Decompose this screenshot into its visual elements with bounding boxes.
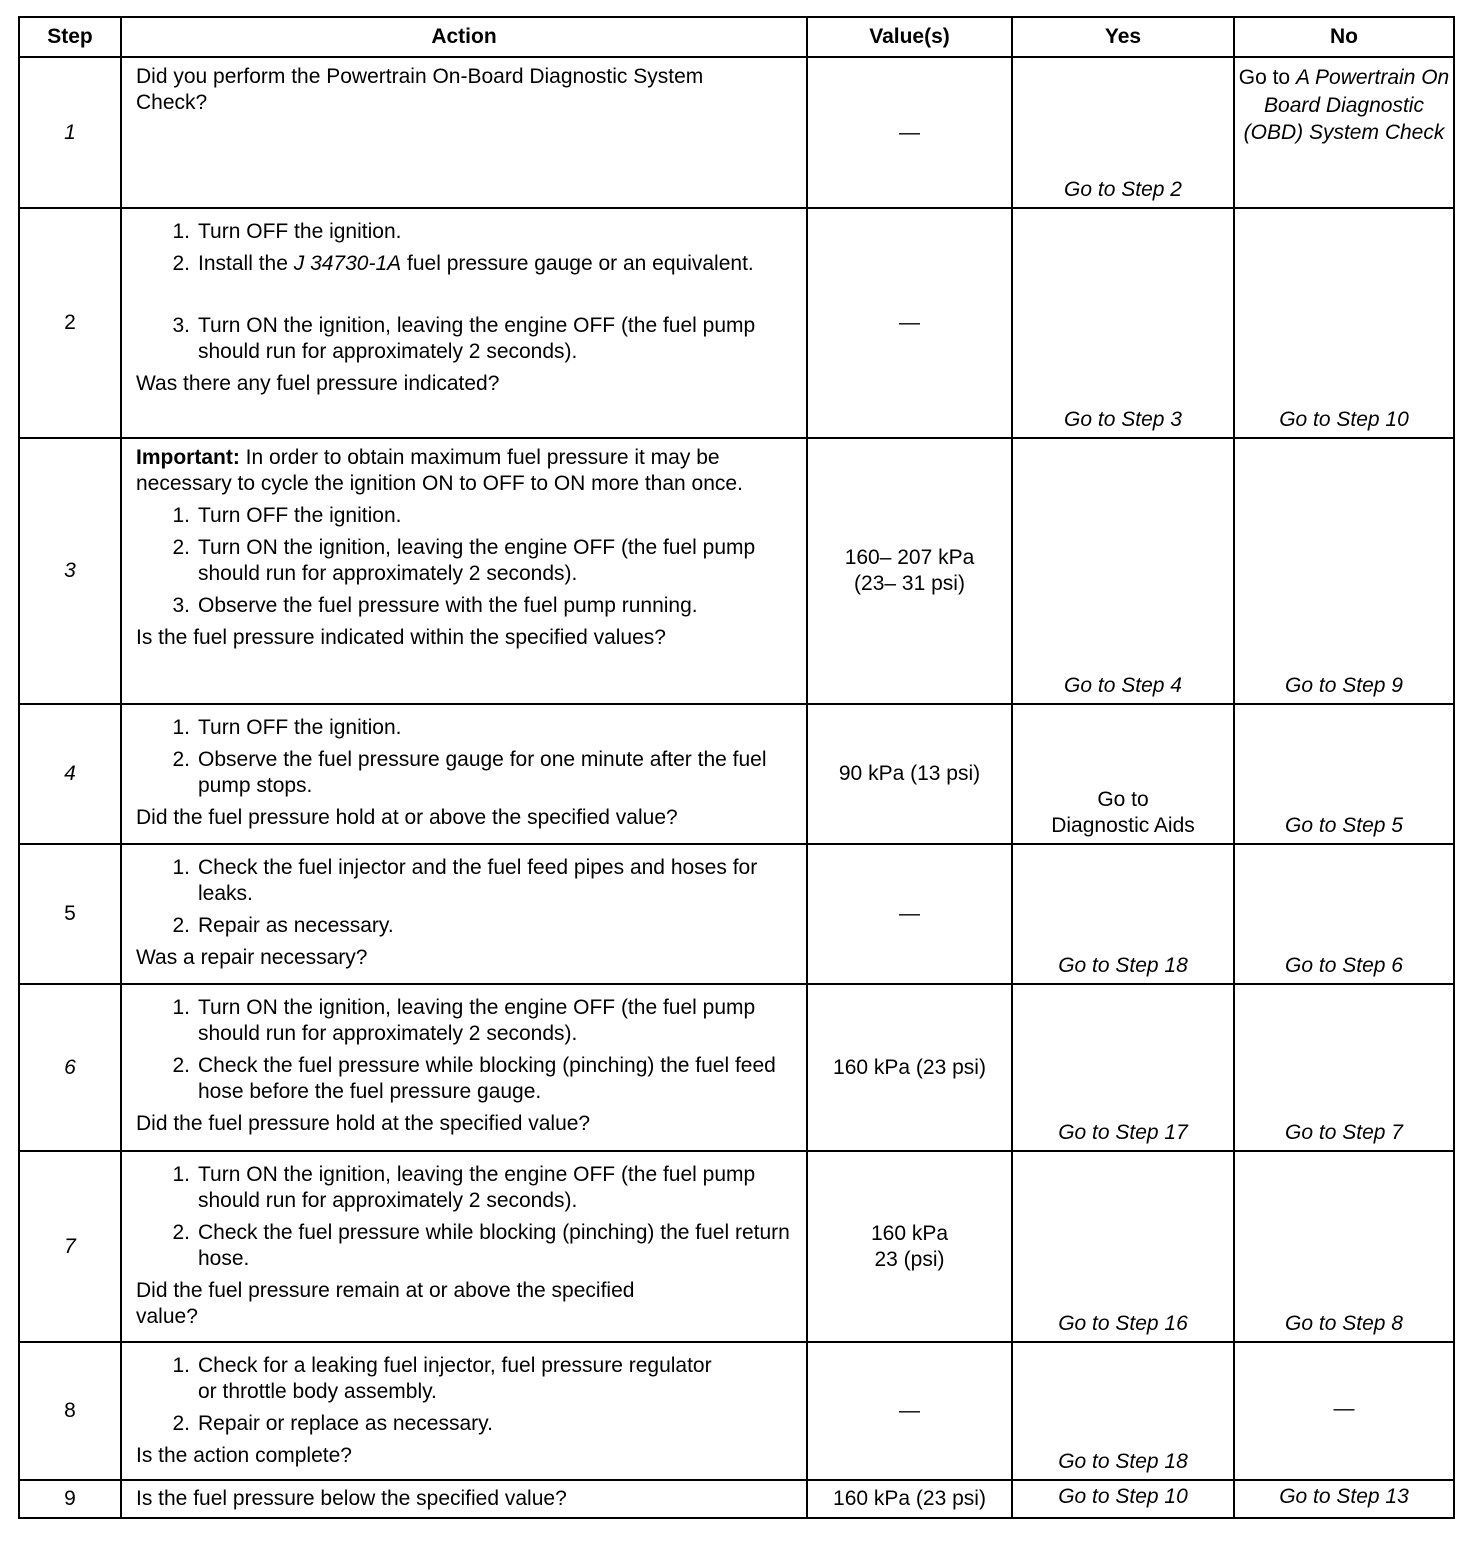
- item-number: 2.: [172, 1412, 190, 1435]
- list-item: [136, 715, 798, 741]
- step-number: 9: [19, 1480, 121, 1518]
- list-item: [136, 313, 798, 365]
- header-action: Action: [121, 17, 807, 57]
- step-number: 7: [19, 1151, 121, 1342]
- table-row: [19, 1151, 1454, 1342]
- yes-cell: Go to Step 3: [1012, 208, 1234, 438]
- header-yes: Yes: [1012, 17, 1234, 57]
- step-number: 1: [19, 57, 121, 208]
- item-text: Turn ON the ignition, leaving the engine OFF (the fuel pump should run for approximately 2 seconds).: [198, 536, 756, 585]
- value-line: 160– 207 kPa: [844, 546, 975, 569]
- item-text: Turn OFF the ignition.: [198, 716, 402, 739]
- important-label: Important:: [136, 446, 240, 469]
- value-line: 23 (psi): [874, 1247, 945, 1271]
- item-text: Repair or replace as necessary.: [198, 1412, 493, 1435]
- header-step: Step: [19, 17, 121, 57]
- item-number: 3.: [172, 594, 190, 617]
- no-cell: Go to Step 13: [1234, 1480, 1454, 1518]
- value-cell: 160 kPa (23 psi): [807, 984, 1012, 1151]
- item-number: 2.: [172, 1054, 190, 1077]
- action-question: Did the fuel pressure remain at or above the specified value?: [136, 1279, 635, 1328]
- value-cell: —: [807, 844, 1012, 984]
- tool-number: J 34730-1A: [293, 252, 402, 275]
- item-number: 2.: [172, 252, 190, 275]
- item-text: Turn ON the ignition, leaving the engine OFF (the fuel pump should run for approximately 2 seconds).: [198, 996, 756, 1045]
- item-number: 1.: [172, 716, 190, 739]
- value-cell: 160 kPa (23 psi): [807, 1480, 1012, 1518]
- list-item: [136, 1411, 798, 1437]
- action-question: Was there any fuel pressure indicated?: [136, 372, 500, 395]
- yes-cell: [1012, 704, 1234, 844]
- important-text: In order to obtain maximum fuel pressure it may be necessary to cycle the ignition ON to OFF to ON more than once.: [136, 446, 743, 495]
- yes-cell: Go to Step 4: [1012, 438, 1234, 704]
- list-item: [136, 1162, 798, 1214]
- no-cell: Go to Step 6: [1234, 844, 1454, 984]
- no-prefix: Go to: [1238, 66, 1291, 89]
- list-item: [136, 1353, 798, 1405]
- item-text: Observe the fuel pressure with the fuel pump running.: [198, 594, 698, 617]
- action-question: Is the fuel pressure indicated within the specified values?: [136, 626, 666, 649]
- item-number: 2.: [172, 748, 190, 771]
- item-number: 2.: [172, 914, 190, 937]
- list-item: [136, 219, 798, 245]
- item-text: Turn OFF the ignition.: [198, 220, 402, 243]
- yes-cell: Go to Step 18: [1012, 1342, 1234, 1480]
- action-question: Is the fuel pressure below the specified value?: [136, 1487, 567, 1510]
- no-cell: Go to Step 9: [1234, 438, 1454, 704]
- yes-cell: Go to Step 16: [1012, 1151, 1234, 1342]
- list-item: [136, 855, 798, 907]
- yes-cell: Go to Step 17: [1012, 984, 1234, 1151]
- item-text: Turn ON the ignition, leaving the engine OFF (the fuel pump should run for approximately 2 seconds).: [198, 1163, 756, 1212]
- value-line: 160 kPa: [870, 1221, 949, 1245]
- value-cell: —: [807, 208, 1012, 438]
- step-number: 3: [19, 438, 121, 704]
- item-text: Check the fuel pressure while blocking (pinching) the fuel feed hose before the fuel pressure gauge.: [198, 1054, 776, 1103]
- item-number: 1.: [172, 1354, 190, 1377]
- value-cell: —: [807, 1342, 1012, 1480]
- table-row: [19, 57, 1454, 208]
- item-suffix: fuel pressure gauge or an equivalent.: [407, 252, 754, 275]
- yes-line: Diagnostic Aids: [1051, 814, 1195, 837]
- yes-cell: Go to Step 10: [1012, 1480, 1234, 1518]
- table-row: [19, 844, 1454, 984]
- action-cell: [121, 57, 807, 208]
- step-number: 5: [19, 844, 121, 984]
- yes-cell: Go to Step 18: [1012, 844, 1234, 984]
- item-number: 3.: [172, 314, 190, 337]
- action-cell: [121, 984, 807, 1151]
- table-row: [19, 438, 1454, 704]
- table-row: [19, 1342, 1454, 1480]
- step-number: 8: [19, 1342, 121, 1480]
- header-row: [19, 17, 1454, 57]
- yes-cell: Go to Step 2: [1012, 57, 1234, 208]
- no-cell: Go to Step 5: [1234, 704, 1454, 844]
- item-text: [198, 251, 798, 277]
- no-cell: [1234, 57, 1454, 208]
- diagnostic-table: [18, 16, 1455, 1519]
- item-text: Turn OFF the ignition.: [198, 504, 402, 527]
- list-item: [136, 535, 798, 587]
- action-cell: [121, 208, 807, 438]
- item-text: Observe the fuel pressure gauge for one minute after the fuel pump stops.: [198, 748, 767, 797]
- list-item: [136, 747, 798, 799]
- table-row: [19, 704, 1454, 844]
- no-cell: Go to Step 8: [1234, 1151, 1454, 1342]
- action-question: Did the fuel pressure hold at the specified value?: [136, 1112, 591, 1135]
- item-text: Check for a leaking fuel injector, fuel pressure regulator or throttle body assembly.: [198, 1354, 712, 1403]
- item-number: 1.: [172, 996, 190, 1019]
- table-row: [19, 1480, 1454, 1518]
- value-cell: —: [807, 57, 1012, 208]
- yes-line: Go to: [1097, 788, 1149, 811]
- item-text: Check the fuel injector and the fuel feed pipes and hoses for leaks.: [198, 856, 758, 905]
- list-item: [136, 1220, 798, 1272]
- item-number: 1.: [172, 504, 190, 527]
- action-question: Did the fuel pressure hold at or above the specified value?: [136, 806, 678, 829]
- value-cell: 90 kPa (13 psi): [807, 704, 1012, 844]
- action-cell: [121, 704, 807, 844]
- item-text: Repair as necessary.: [198, 914, 394, 937]
- no-cell: —: [1234, 1342, 1454, 1480]
- step-number: 4: [19, 704, 121, 844]
- important-note: [136, 445, 798, 497]
- list-item: [136, 503, 798, 529]
- no-italic-link: A Powertrain On Board Diagnostic (OBD) System Check: [1243, 66, 1450, 144]
- item-number: 2.: [172, 536, 190, 559]
- list-item: [136, 913, 798, 939]
- value-cell: [807, 438, 1012, 704]
- value-line: (23– 31 psi): [854, 572, 965, 595]
- header-no: No: [1234, 17, 1454, 57]
- action-cell: [121, 844, 807, 984]
- list-item: [136, 251, 798, 277]
- action-question: Was a repair necessary?: [136, 946, 368, 969]
- list-item: [136, 593, 798, 619]
- no-cell: Go to Step 7: [1234, 984, 1454, 1151]
- item-text: Turn ON the ignition, leaving the engine OFF (the fuel pump should run for approximately 2 seconds).: [198, 314, 756, 363]
- value-cell: [807, 1151, 1012, 1342]
- item-number: 1.: [172, 1163, 190, 1186]
- action-question: Did you perform the Powertrain On-Board Diagnostic System Check?: [136, 65, 704, 114]
- action-cell: [121, 438, 807, 704]
- action-cell: [121, 1480, 807, 1518]
- action-question: Is the action complete?: [136, 1444, 352, 1467]
- step-number: 2: [19, 208, 121, 438]
- list-item: [136, 1053, 798, 1105]
- step-number: 6: [19, 984, 121, 1151]
- item-prefix: Install the: [198, 252, 288, 275]
- action-cell: [121, 1342, 807, 1480]
- header-values: Value(s): [807, 17, 1012, 57]
- no-cell: Go to Step 10: [1234, 208, 1454, 438]
- table-row: [19, 984, 1454, 1151]
- item-number: 1.: [172, 220, 190, 243]
- item-number: 1.: [172, 856, 190, 879]
- list-item: [136, 995, 798, 1047]
- table-row: [19, 208, 1454, 438]
- item-number: 2.: [172, 1221, 190, 1244]
- action-cell: [121, 1151, 807, 1342]
- item-text: Check the fuel pressure while blocking (pinching) the fuel return hose.: [198, 1221, 790, 1270]
